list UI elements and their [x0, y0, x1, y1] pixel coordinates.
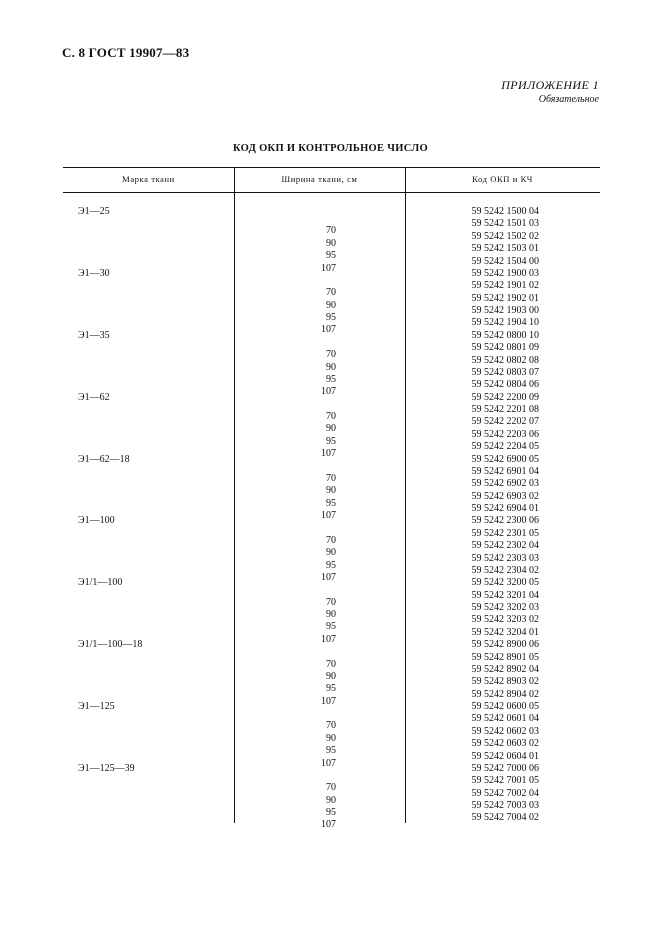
okp-code: 59 5242 3202 03 [471, 602, 539, 613]
okp-code: 59 5242 1504 00 [471, 255, 539, 267]
table-row [63, 701, 600, 713]
okp-code: 59 5242 6903 02 [471, 490, 539, 502]
table-row [63, 206, 600, 218]
fabric-width: 70 [326, 720, 336, 732]
page-header: С. 8 ГОСТ 19907—83 [62, 45, 190, 60]
table-body [63, 206, 600, 831]
fabric-width: 107 [321, 386, 336, 398]
fabric-grade: Э1—125 [78, 701, 115, 712]
fabric-grade: Э1/1—100 [78, 577, 123, 589]
okp-code: 59 5242 0604 01 [471, 750, 539, 762]
fabric-grade: Э1/1—100—18 [78, 639, 143, 651]
fabric-width: 95 [326, 559, 336, 571]
fabric-width: 70 [326, 287, 336, 299]
fabric-width: 107 [321, 633, 336, 645]
okp-code: 59 5242 1500 04 [471, 206, 539, 217]
okp-code: 59 5242 8903 02 [471, 676, 539, 688]
okp-code: 59 5242 8901 05 [471, 651, 539, 663]
fabric-width: 107 [321, 695, 336, 707]
table-row [63, 454, 600, 466]
okp-code: 59 5242 8900 06 [471, 639, 539, 651]
fabric-width: 90 [326, 732, 336, 744]
fabric-width: 107 [321, 448, 336, 460]
okp-code: 59 5242 2203 06 [471, 428, 539, 440]
fabric-width: 90 [326, 670, 336, 682]
fabric-grade: Э1—62—18 [78, 453, 130, 465]
okp-code: 59 5242 2200 09 [471, 391, 539, 403]
fabric-width: 70 [326, 411, 336, 422]
fabric-width: 90 [326, 299, 336, 311]
okp-code: 59 5242 3203 02 [471, 614, 539, 626]
okp-code: 59 5242 7002 04 [471, 787, 539, 799]
table-header-rule [63, 192, 600, 193]
okp-code: 59 5242 7001 05 [471, 775, 539, 787]
okp-code: 59 5242 6902 03 [471, 478, 539, 490]
fabric-width: 70 [326, 782, 336, 794]
fabric-width: 107 [321, 262, 336, 274]
fabric-width: 90 [326, 794, 336, 806]
fabric-width: 90 [326, 547, 336, 559]
fabric-width: 90 [326, 609, 336, 620]
fabric-width: 70 [326, 225, 336, 237]
table-row [63, 392, 600, 404]
fabric-width: 107 [321, 510, 336, 521]
fabric-width: 70 [326, 472, 336, 484]
fabric-width: 95 [326, 683, 336, 695]
fabric-width: 107 [321, 819, 336, 831]
okp-code: 59 5242 0804 06 [471, 379, 539, 391]
okp-code: 59 5242 7003 03 [471, 800, 539, 811]
okp-code: 59 5242 1904 10 [471, 317, 539, 329]
okp-code: 59 5242 8902 04 [471, 663, 539, 675]
okp-code: 59 5242 0800 10 [471, 329, 539, 341]
column-header-width: Ширина ткани, см [281, 174, 358, 184]
fabric-width: 95 [326, 373, 336, 385]
okp-code: 59 5242 2202 07 [471, 416, 539, 428]
okp-code: 59 5242 6900 05 [471, 453, 539, 465]
appendix-note: Обязательное [538, 94, 599, 105]
okp-code: 59 5242 3204 01 [471, 626, 539, 638]
table-row [63, 639, 600, 651]
code-table [63, 167, 600, 831]
fabric-width: 107 [321, 324, 336, 336]
fabric-width: 70 [326, 596, 336, 608]
okp-code: 59 5242 1903 00 [471, 305, 539, 316]
fabric-grade: Э1—125—39 [78, 762, 135, 774]
fabric-width: 95 [326, 435, 336, 447]
okp-code: 59 5242 6904 01 [471, 503, 539, 514]
table-row [63, 812, 600, 831]
fabric-width: 95 [326, 621, 336, 633]
table-row [63, 763, 600, 775]
fabric-width: 107 [321, 757, 336, 769]
okp-code: 59 5242 2301 05 [471, 527, 539, 539]
okp-code: 59 5242 3201 04 [471, 589, 539, 601]
okp-code: 59 5242 2204 05 [471, 441, 539, 453]
okp-code: 59 5242 0601 04 [471, 713, 539, 725]
okp-code: 59 5242 1900 03 [471, 267, 539, 279]
fabric-width: 95 [326, 250, 336, 262]
okp-code: 59 5242 2302 04 [471, 540, 539, 552]
fabric-width: 90 [326, 423, 336, 435]
fabric-width: 95 [326, 497, 336, 509]
okp-code: 59 5242 0603 02 [471, 738, 539, 750]
fabric-grade: Э1—35 [78, 329, 110, 341]
okp-code: 59 5242 0602 03 [471, 725, 539, 737]
fabric-width: 70 [326, 349, 336, 361]
column-header-code: Код ОКП и КЧ [472, 174, 533, 184]
appendix-label [501, 78, 599, 105]
okp-code: 59 5242 2303 03 [471, 552, 539, 564]
okp-code: 59 5242 2300 06 [471, 515, 539, 527]
table-row [63, 577, 600, 589]
fabric-width: 95 [326, 312, 336, 323]
fabric-width: 70 [326, 534, 336, 546]
fabric-grade: Э1—25 [78, 206, 110, 217]
okp-code: 59 5242 0600 05 [471, 701, 539, 712]
okp-code: 59 5242 1501 03 [471, 218, 539, 230]
fabric-width: 107 [321, 571, 336, 583]
table-top-rule [63, 167, 600, 168]
column-header-grade: Марка ткани [122, 174, 175, 184]
fabric-grade: Э1—30 [78, 267, 110, 279]
okp-code: 59 5242 7004 02 [471, 812, 539, 824]
okp-code: 59 5242 6901 04 [471, 465, 539, 477]
okp-code: 59 5242 2304 02 [471, 564, 539, 576]
okp-code: 59 5242 0803 07 [471, 366, 539, 378]
okp-code: 59 5242 2201 08 [471, 404, 539, 415]
fabric-grade: Э1—100 [78, 515, 115, 527]
okp-code: 59 5242 3200 05 [471, 577, 539, 589]
table-row [63, 268, 600, 280]
okp-code: 59 5242 1502 02 [471, 230, 539, 242]
table-row [63, 515, 600, 527]
fabric-width: 95 [326, 807, 336, 818]
okp-code: 59 5242 0802 08 [471, 354, 539, 366]
okp-code: 59 5242 0801 09 [471, 342, 539, 354]
table-row [63, 330, 600, 342]
appendix-title: ПРИЛОЖЕНИЕ 1 [501, 78, 599, 92]
fabric-width: 95 [326, 745, 336, 757]
document-title: КОД ОКП И КОНТРОЛЬНОЕ ЧИСЛО [233, 143, 428, 154]
okp-code: 59 5242 8904 02 [471, 688, 539, 700]
okp-code: 59 5242 1902 01 [471, 292, 539, 304]
fabric-width: 90 [326, 361, 336, 373]
fabric-width: 70 [326, 658, 336, 670]
okp-code: 59 5242 1503 01 [471, 243, 539, 255]
fabric-grade: Э1—62 [78, 391, 110, 403]
fabric-width: 90 [326, 237, 336, 249]
fabric-width: 90 [326, 485, 336, 497]
okp-code: 59 5242 1901 02 [471, 280, 539, 292]
okp-code: 59 5242 7000 06 [471, 762, 539, 774]
